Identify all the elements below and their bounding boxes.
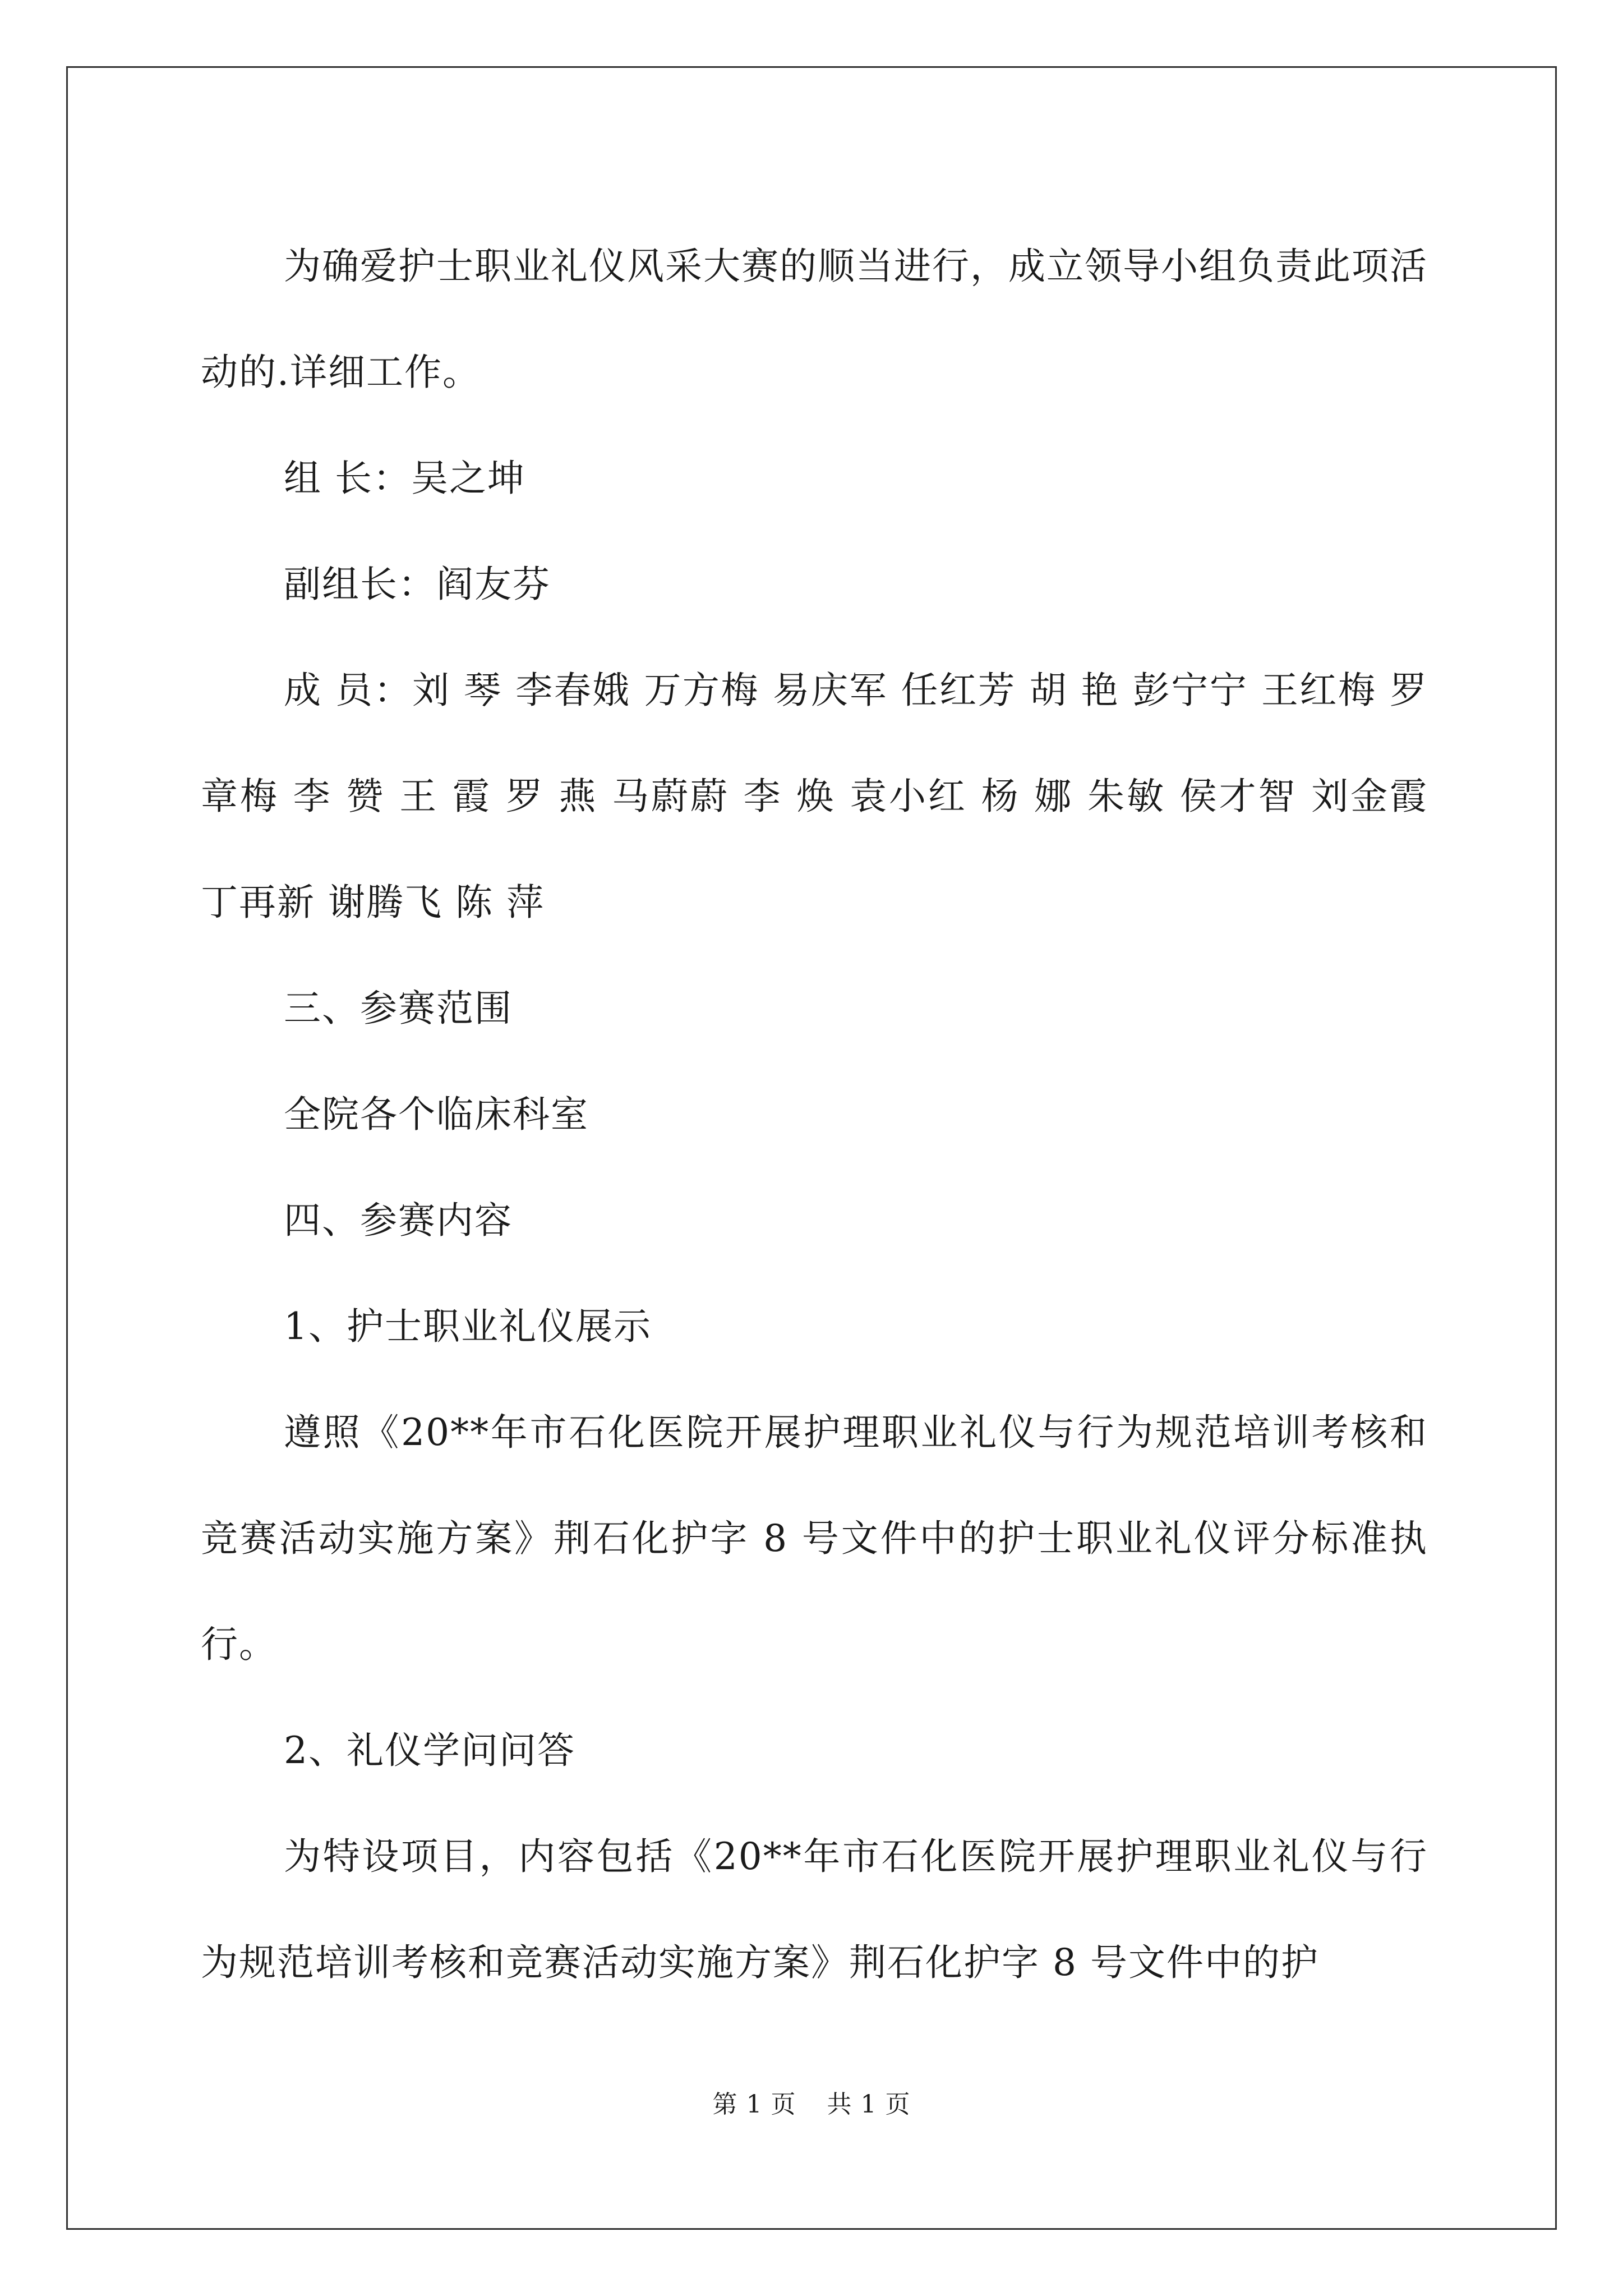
heading-item-2: 2、礼仪学问问答 — [284, 1729, 575, 1772]
heading-item-1: 1、护士职业礼仪展示 — [284, 1305, 652, 1348]
paragraph-members: 成 员：刘 琴 李春娥 万方梅 易庆军 任红芳 胡 艳 彭宁宁 王红梅 罗章梅 李 赞 王 霞 罗 燕 马蔚蔚 李 焕 袁小红 杨 娜 朱敏 侯才智 刘金霞 丁再新 谢腾飞 陈 萍 — [201, 669, 1428, 924]
page-footer — [0, 2088, 1623, 2122]
paragraph-leadership-intro: 为确爱护士职业礼仪风采大赛的顺当进行，成立领导小组负责此项活动的.详细工作。 — [201, 245, 1428, 394]
paragraph-deputy-leader: 副组长：阎友芬 — [284, 563, 551, 606]
paragraph-group-leader: 组 长：吴之坤 — [284, 457, 525, 500]
heading-section-4: 四、参赛内容 — [284, 1199, 513, 1242]
page-number: 第 1 页 — [712, 2090, 796, 2119]
paragraph-item-2-body: 为特设项目，内容包括《20**年市石化医院开展护理职业礼仪与行为规范培训考核和竞赛活动实施方案》荆石化护字 8 号文件中的护 — [201, 1835, 1428, 1984]
paragraph-item-1-body: 遵照《20**年市石化医院开展护理职业礼仪与行为规范培训考核和竞赛活动实施方案》荆石化护字 8 号文件中的护士职业礼仪评分标准执行。 — [201, 1411, 1428, 1666]
page-total: 共 1 页 — [827, 2090, 911, 2119]
heading-section-3: 三、参赛范围 — [284, 987, 513, 1030]
document-body — [201, 213, 1428, 2016]
paragraph-scope: 全院各个临床科室 — [284, 1093, 589, 1136]
